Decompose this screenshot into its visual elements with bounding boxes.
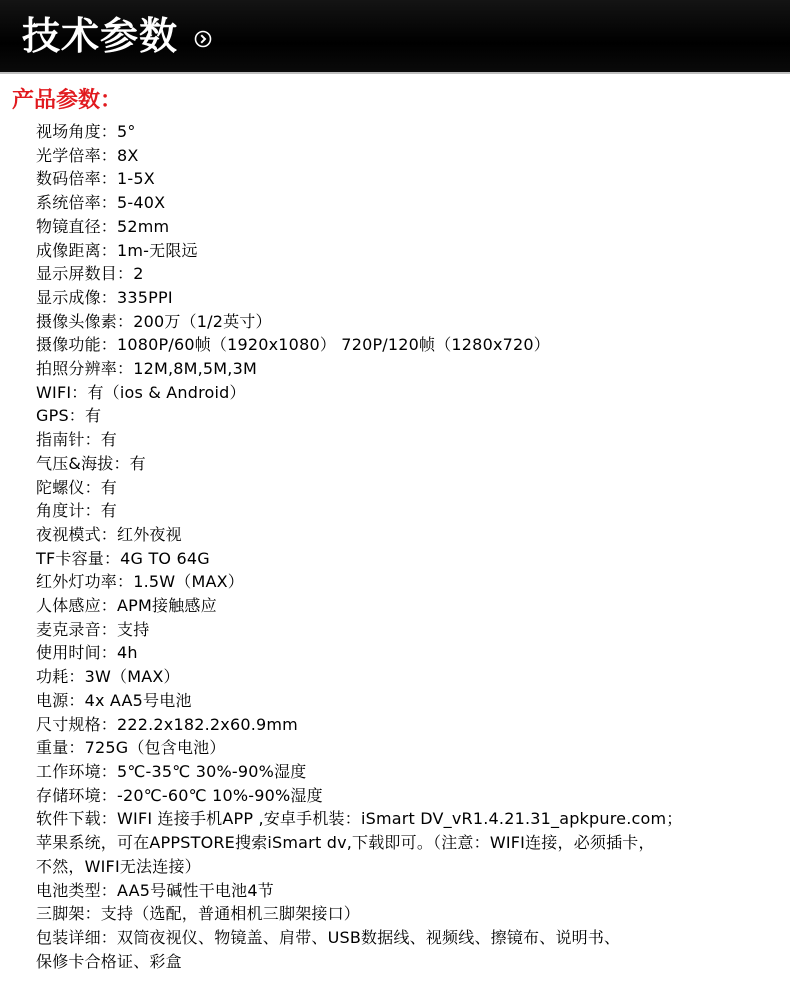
param-row: 摄像功能：1080P/60帧（1920x1080） 720P/120帧（1280x720） [36,335,550,355]
param-row: 显示屏数目：2 [36,264,144,284]
param-row: 系统倍率：5-40X [36,193,166,213]
param-row: 成像距离：1m-无限远 [36,240,198,260]
header-divider [0,72,790,74]
param-row: 苹果系统，可在APPSTORE搜索iSmart dv,下载即可。（注意：WIFI连接，必须插卡， [36,833,655,853]
param-row: 数码倍率：1-5X [36,169,155,189]
section-title: 产品参数： [12,88,123,113]
param-row: 包装详细：双筒夜视仪、物镜盖、肩带、USB数据线、视频线、擦镜布、说明书、 [36,927,621,947]
param-row: 功耗：3W（MAX） [36,667,180,687]
param-row: WIFI：有（ios & Android） [36,382,246,402]
param-row: 重量：725G（包含电池） [36,738,226,758]
param-row: 红外灯功率：1.5W（MAX） [36,572,244,592]
param-row: 夜视模式：红外夜视 [36,524,182,544]
param-row: 气压&海拔：有 [36,453,146,473]
header-banner [0,0,790,72]
param-row: 电池类型：AA5号碱性干电池4节 [36,880,274,900]
param-row: 不然，WIFI无法连接） [36,856,201,876]
param-row: 保修卡合格证、彩盒 [36,951,182,971]
param-row: 摄像头像素：200万（1/2英寸） [36,311,272,331]
param-row: GPS：有 [36,406,102,426]
param-row: 角度计：有 [36,501,118,521]
param-row: 电源：4x AA5号电池 [36,690,192,710]
param-row: 光学倍率：8X [36,145,139,165]
param-row: 拍照分辨率：12M,8M,5M,3M [36,359,257,379]
param-row: 存储环境：-20℃-60℃ 10%-90%湿度 [36,785,323,805]
param-row: 人体感应：APM接触感应 [36,596,217,616]
param-row: 物镜直径：52mm [36,216,170,236]
param-row: 陀螺仪：有 [36,477,118,497]
param-list [36,120,781,973]
param-row: 三脚架：支持（选配，普通相机三脚架接口） [36,904,361,924]
param-row: TF卡容量：4G TO 64G [36,548,210,568]
param-row: 尺寸规格：222.2x182.2x60.9mm [36,714,298,734]
param-row: 视场角度：5° [36,122,136,141]
param-row: 工作环境：5℃-35℃ 30%-90%湿度 [36,761,307,781]
param-row: 指南针：有 [36,430,118,450]
param-row: 使用时间：4h [36,643,138,663]
param-row: 麦克录音：支持 [36,619,150,639]
param-row: 显示成像：335PPI [36,287,173,307]
page-title: 技术参数 [22,14,179,58]
param-row: 软件下载：WIFI 连接手机APP ,安卓手机装：iSmart DV_vR1.4.21.31_apkpure.com； [36,809,683,829]
circle-chevron-right-icon [194,30,212,48]
